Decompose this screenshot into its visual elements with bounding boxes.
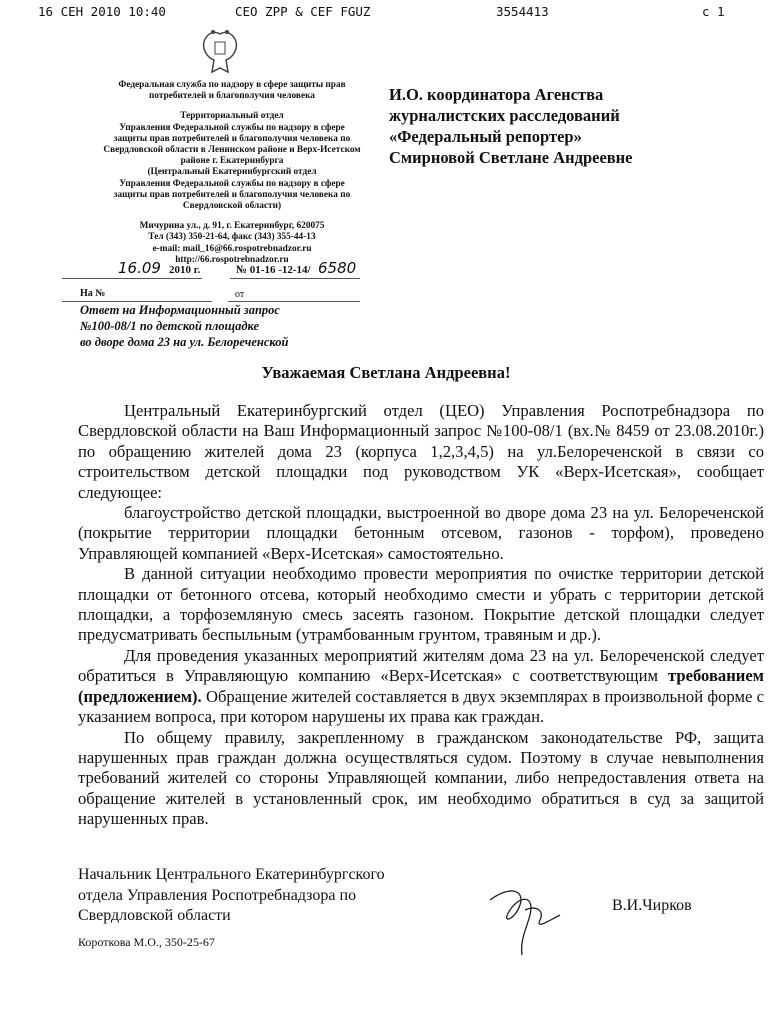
doc-number: № 01-16 -12-14/ bbox=[236, 264, 311, 276]
fax-sender: CEO ZPP & CEF FGUZ bbox=[235, 4, 371, 19]
paragraph: Центральный Екатеринбургский отдел (ЦЕО) Управления Роспотребнадзора по Свердловской области на Ваш Информационный запрос №100-08/1 (вх.№ 8459 от 23.08.2010г.) по обращению жителей дома 23 (корпуса 1,2,3,4,5) на ул.Белореченской в связи со строительством детской площадки под руководством УК «Верх-Исетская», сообщает следующее: bbox=[78, 401, 764, 502]
date-handwritten: 16.09 bbox=[118, 259, 161, 277]
position-line: Свердловской области bbox=[78, 907, 231, 924]
text: Для проведения указанных мероприятий жителям дома 23 на ул. Белореченской следует обратиться в Управляющую компанию «Верх-Исетская» с соответствующим bbox=[78, 645, 764, 686]
signatory-name: В.И.Чирков bbox=[612, 897, 692, 914]
paragraph: благоустройство детской площадки, выстроенной во дворе дома 23 на ул. Белореченской (покрытие территории площадки бетонным отсевом, газонов - торфом), проведено Управляющей компанией «Верх-Исетская» самостоятельно. bbox=[78, 503, 764, 563]
executor: Короткова М.О., 350-25-67 bbox=[78, 935, 215, 949]
position-line: отдела Управления Роспотребнадзора по bbox=[78, 886, 357, 904]
contact-email: e-mail: mail_16@66.rospotrebnadzor.ru bbox=[152, 243, 312, 254]
date-suffix: 2010 г. bbox=[169, 264, 201, 276]
handwritten-signature bbox=[480, 880, 570, 965]
agency-line: Федеральная служба по надзору в сфере защиты прав bbox=[118, 80, 346, 90]
department-line: районе г. Екатеринбурга bbox=[180, 156, 284, 167]
paragraph: В данной ситуации необходимо провести мероприятия по очистке территории детской площадки от бетонного отсева, который необходимо смести и убрать с территории детской площадки, а торфоземляную смесь засеять газоном. Покрытие детской площадки следует предусматривать беспыльным (утрамбованным грунтом, травяным и др.). bbox=[78, 564, 764, 645]
letter-body bbox=[78, 401, 764, 830]
contact-phone: Тел (343) 350-21-64, факс (343) 355-44-13 bbox=[148, 232, 316, 243]
addressee-line: «Федеральный репортер» bbox=[389, 127, 582, 146]
department-line: Свердловской области в Ленинском районе и Верх-Исетском bbox=[103, 145, 361, 156]
department-line: Территориальный отдел bbox=[180, 111, 284, 122]
letterhead bbox=[62, 80, 402, 275]
fax-number: 3554413 bbox=[496, 4, 549, 19]
greeting: Уважаемая Светлана Андреевна! bbox=[261, 363, 511, 382]
fax-datetime: 16 СЕН 2010 10:40 bbox=[38, 4, 166, 19]
addressee-line: Смирновой Светлане Андреевне bbox=[389, 148, 633, 167]
from-label: от bbox=[235, 289, 245, 300]
coat-of-arms-emblem bbox=[196, 28, 244, 78]
text: Обращение жителей составляется в двух экземплярах в произвольной форме с указанием вопроса, при котором нарушены их права как граждан. bbox=[78, 686, 764, 727]
addressee-line: журналистских расследований bbox=[389, 106, 620, 125]
subject-line: Ответ на Информационный запрос bbox=[80, 303, 280, 317]
signatory-position bbox=[78, 865, 385, 927]
subject-line: во дворе дома 23 на ул. Белореченской bbox=[80, 335, 289, 349]
paragraph: По общему правилу, закрепленному в гражданском законодательстве РФ, защита нарушенных прав граждан должна осуществляться судом. Поэтому в случае невыполнения требований жителей со стороны Управляющей компании, либо непредоставления ответа на обращение жителей в установленный срок, им необходимо обратиться в суд за защитой нарушенных прав. bbox=[78, 727, 764, 829]
department-line: защиты прав потребителей и благополучия человека по bbox=[113, 133, 351, 144]
position-line: Начальник Центрального Екатеринбургского bbox=[78, 866, 385, 883]
department-line: Свердловской области) bbox=[182, 201, 282, 212]
department-line: защиты прав потребителей и благополучия человека по bbox=[113, 189, 351, 200]
addressee-block bbox=[389, 84, 633, 168]
department-line: (Центральный Екатеринбургский отдел bbox=[147, 167, 317, 178]
paragraph bbox=[78, 646, 764, 728]
doc-number-handwritten: 6580 bbox=[318, 259, 357, 277]
emphasis-text: требованием (предложением). bbox=[78, 666, 764, 706]
subject bbox=[80, 302, 288, 350]
contact-address: Мичурина ул., д. 91, г. Екатеринбург, 620075 bbox=[139, 221, 325, 232]
agency-line: потребителей и благополучия человека bbox=[149, 91, 315, 102]
addressee-line: И.О. координатора Агенства bbox=[389, 85, 604, 104]
subject-line: №100-08/1 по детской площадке bbox=[80, 319, 260, 333]
department-line: Управления Федеральной службы по надзору в сфере bbox=[119, 122, 345, 133]
contact-website: http://66.rospotrebnadzor.ru bbox=[175, 254, 289, 265]
ref-label: На № bbox=[80, 288, 106, 299]
fax-page: c 1 bbox=[702, 4, 725, 19]
department-line: Управления Федеральной службы по надзору в сфере bbox=[119, 178, 345, 189]
